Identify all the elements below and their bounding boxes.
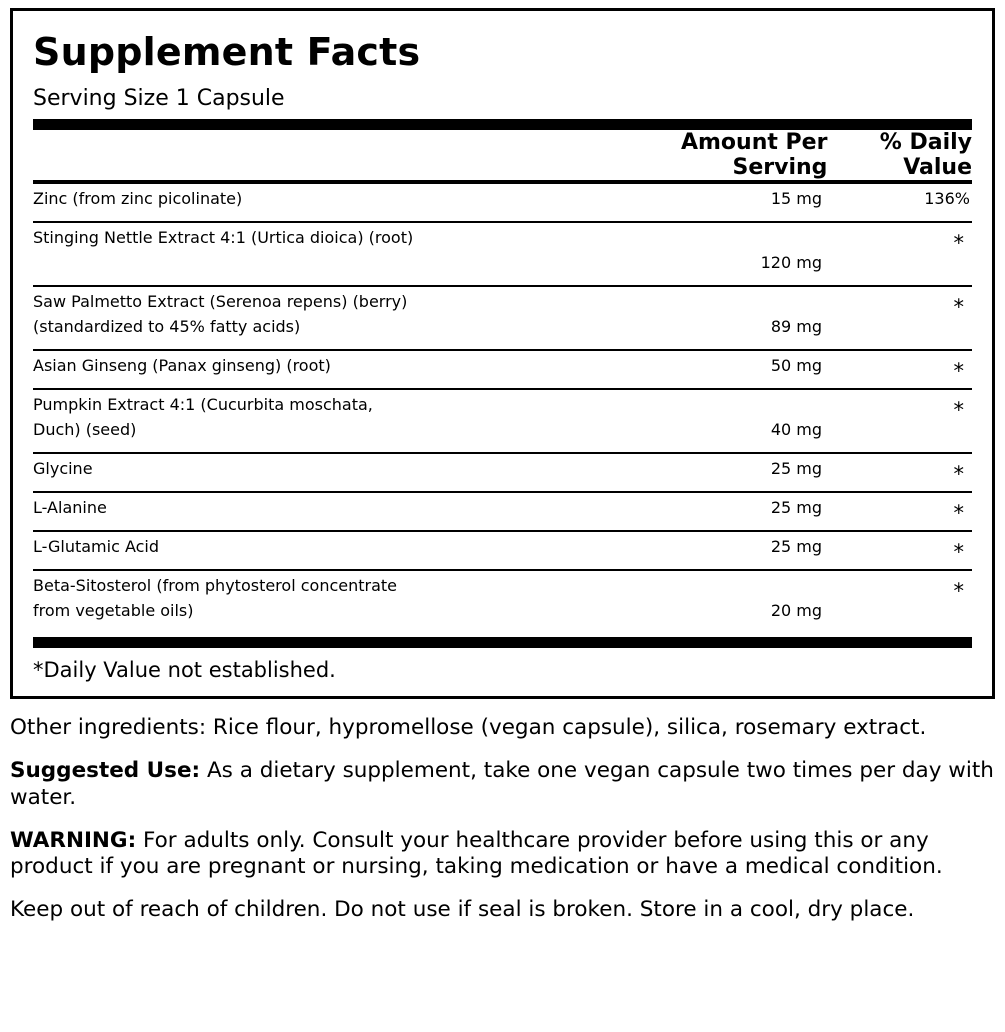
ingredient-name: L-Alanine [33,498,107,518]
ingredient-daily-value: * [953,359,964,384]
ingredient-daily-value: * [953,501,964,526]
table-row [33,223,972,287]
divider-thick-top [33,119,972,130]
ingredient-amount: 25 mg [770,498,822,518]
ingredient-rows [33,184,972,633]
table-row [33,571,972,633]
table-row [33,390,972,454]
warning-label: WARNING: [10,827,137,853]
warning-paragraph [10,828,995,880]
supplement-facts-panel [10,8,995,699]
table-header-row [33,130,972,180]
ingredient-name: Beta-Sitosterol (from phytosterol concentrate [33,576,398,596]
table-row [33,184,972,223]
other-ingredients-paragraph: Other ingredients: Rice flour, hypromellose (vegan capsule), silica, rosemary extract. [10,715,927,741]
serving-size-text: Serving Size 1 Capsule [33,85,285,111]
ingredient-name: Stinging Nettle Extract 4:1 (Urtica dioica) (root) [33,228,414,248]
ingredient-name: Asian Ginseng (Panax ginseng) (root) [33,356,331,376]
ingredient-name: Zinc (from zinc picolinate) [33,189,243,209]
storage-paragraph: Keep out of reach of children. Do not use if seal is broken. Store in a cool, dry place. [10,897,915,923]
ingredient-name-line2: from vegetable oils) [33,601,194,621]
ingredient-daily-value: * [953,579,964,604]
ingredient-amount: 25 mg [770,537,822,557]
ingredient-name: Saw Palmetto Extract (Serenoa repens) (berry) [33,292,408,312]
ingredient-amount: 120 mg [760,253,822,273]
daily-value-footnote: *Daily Value not established. [33,658,336,683]
ingredient-name-line2: (standardized to 45% fatty acids) [33,317,301,337]
header-amount-per-serving: Amount Per Serving [680,130,828,181]
ingredient-daily-value: * [953,462,964,487]
divider-thick-bottom [33,637,972,648]
table-row [33,532,972,571]
ingredient-amount: 50 mg [770,356,822,376]
label-body-text [10,715,995,923]
ingredient-name: Pumpkin Extract 4:1 (Cucurbita moschata, [33,395,373,415]
table-row [33,351,972,390]
ingredient-daily-value: * [953,295,964,320]
ingredient-amount: 15 mg [770,189,822,209]
ingredient-name-line2: Duch) (seed) [33,420,137,440]
ingredient-amount: 40 mg [770,420,822,440]
ingredient-daily-value: * [953,398,964,423]
table-row [33,454,972,493]
table-row [33,287,972,351]
supplement-facts-page [0,8,1005,1032]
ingredient-amount: 25 mg [770,459,822,479]
header-blank [33,130,615,180]
ingredient-daily-value: * [953,540,964,565]
suggested-use-text: As a dietary supplement, take one vegan capsule two times per day with water. [10,758,994,810]
ingredient-name: Glycine [33,459,93,479]
suggested-use-label: Suggested Use: [10,758,201,784]
ingredient-daily-value: * [953,231,964,256]
ingredient-daily-value: 136% [924,189,970,209]
page-title: Supplement Facts [33,30,421,74]
suggested-use-paragraph [10,758,995,810]
facts-table [33,130,972,180]
ingredient-name: L-Glutamic Acid [33,537,160,557]
header-daily-value: % Daily Value [879,130,972,181]
table-row [33,493,972,532]
warning-text: For adults only. Consult your healthcare provider before using this or any product if you are pregnant or nursing, taking medication or have a medical condition. [10,827,943,880]
ingredient-amount: 89 mg [770,317,822,337]
ingredient-amount: 20 mg [770,601,822,621]
